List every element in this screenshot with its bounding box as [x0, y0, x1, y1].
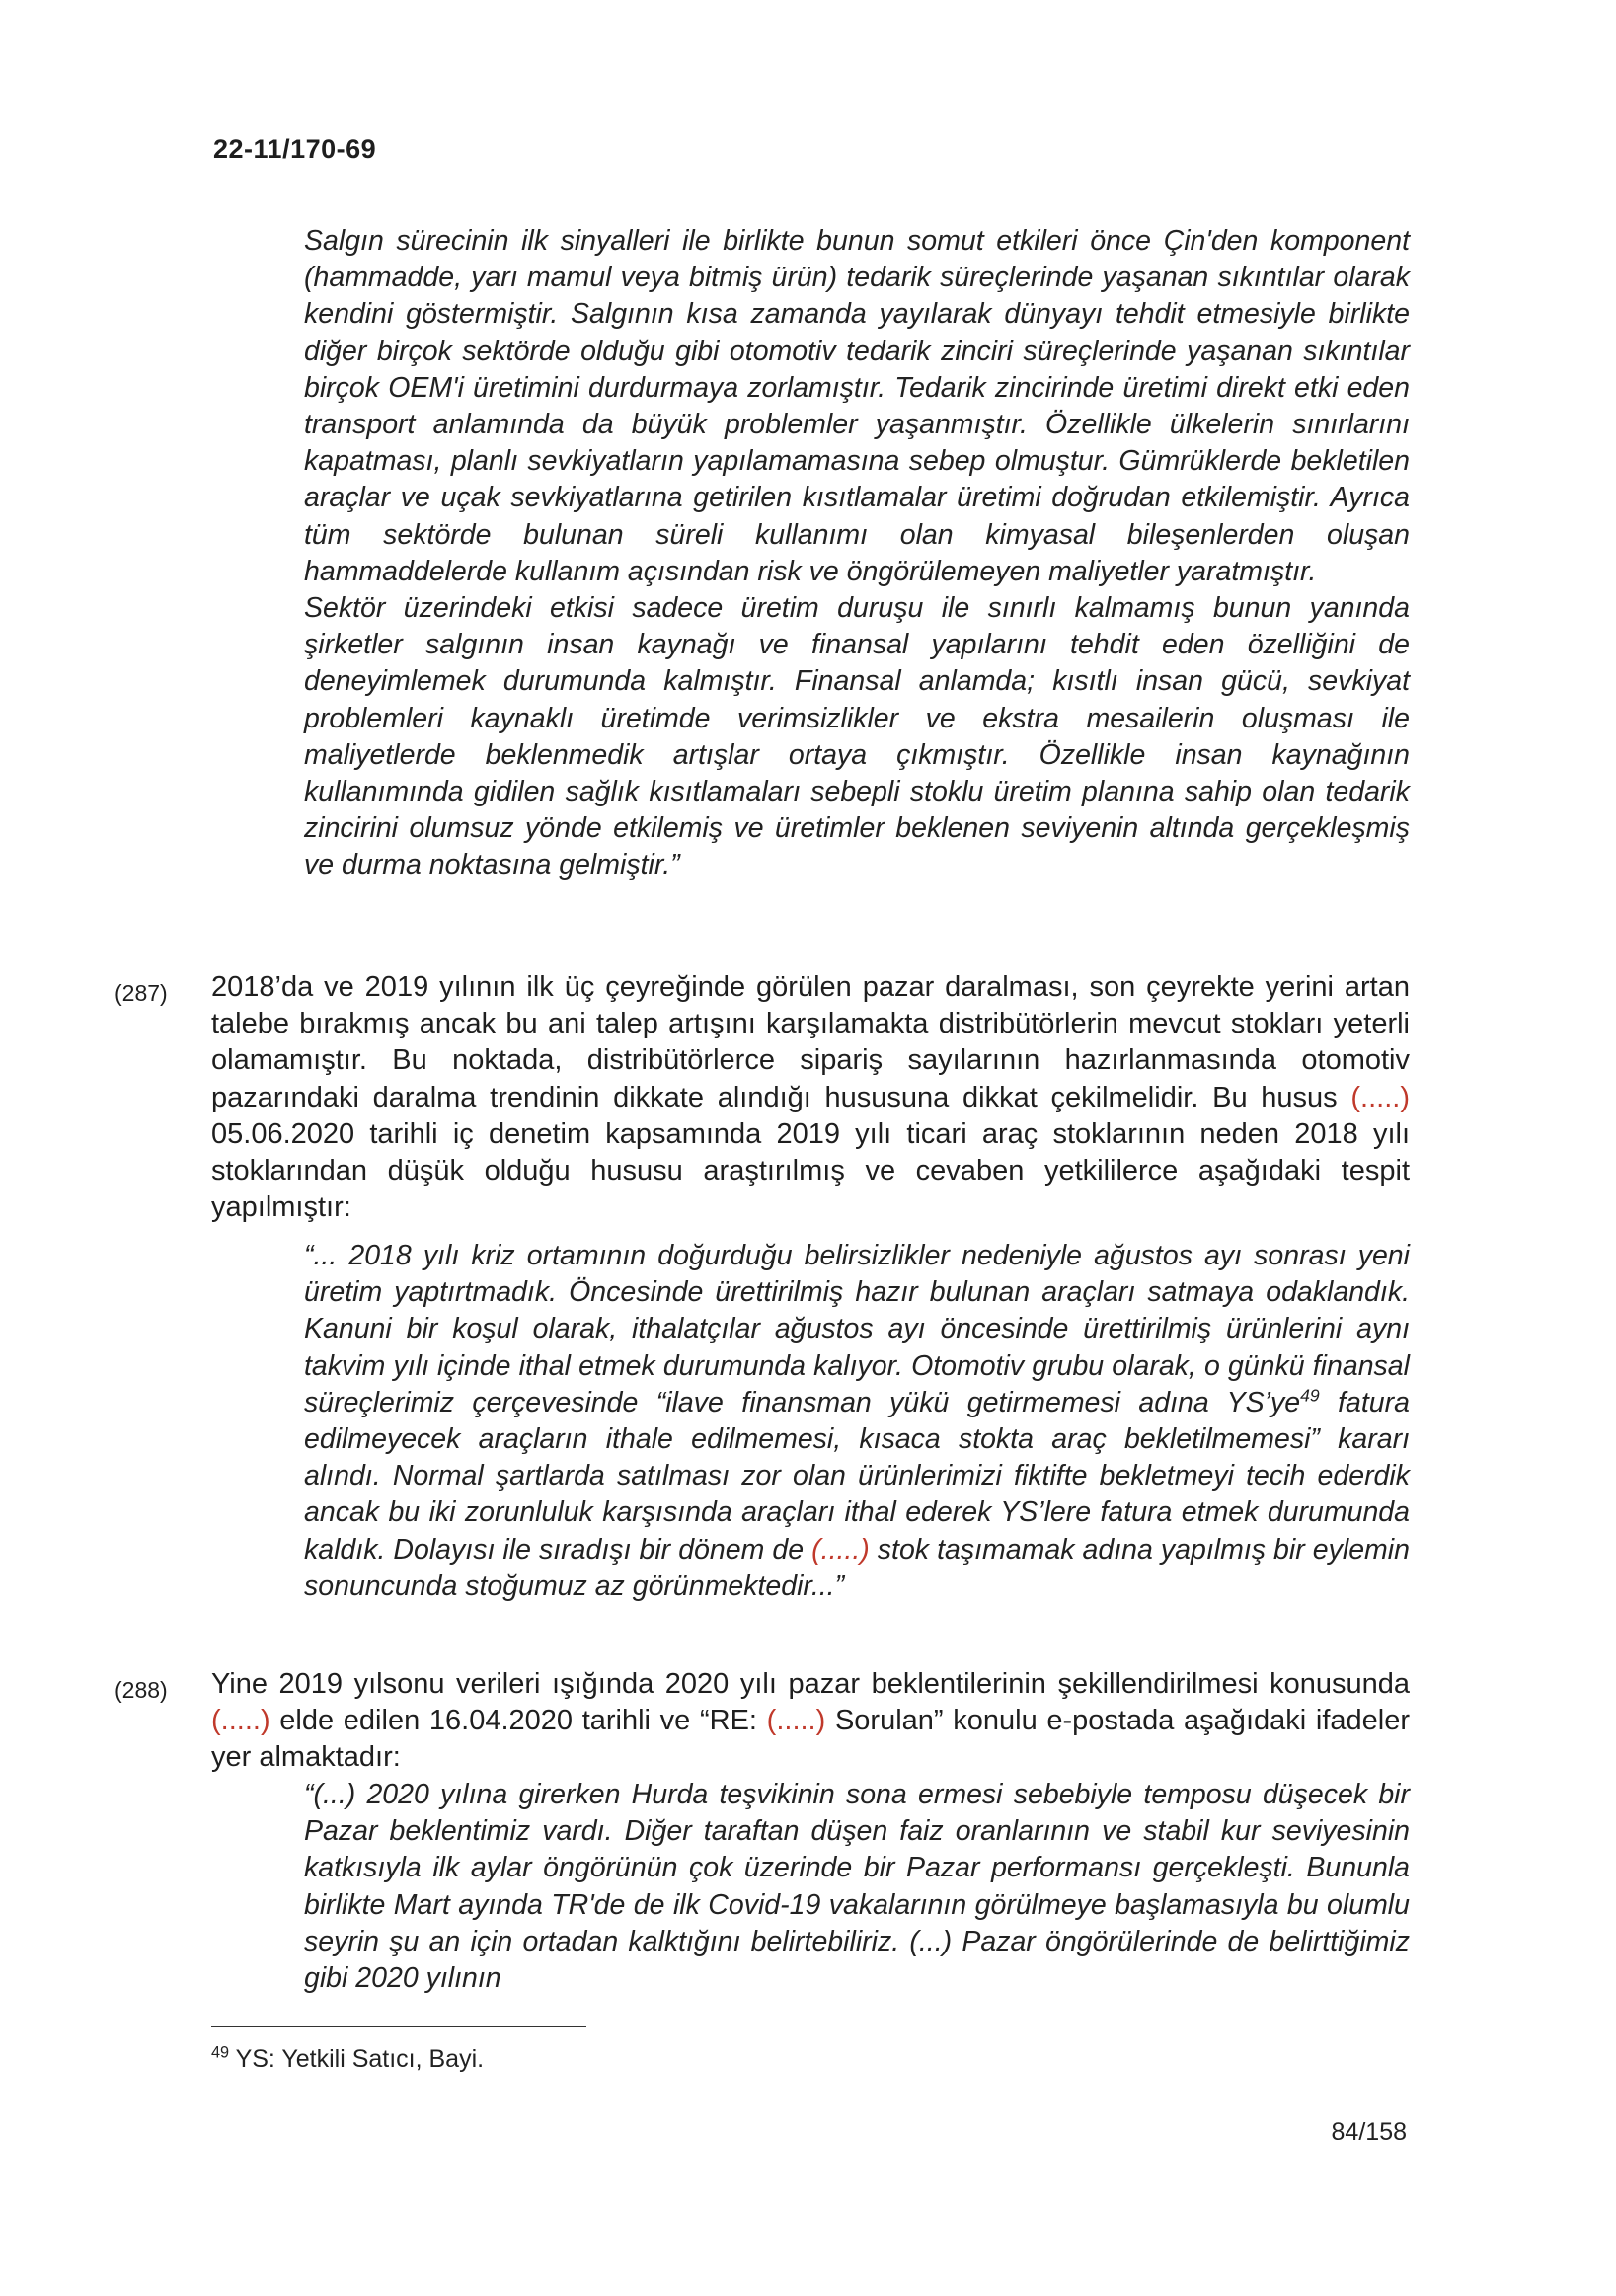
paragraph-body [211, 969, 1410, 1226]
quote-text: “... 2018 yılı kriz ortamının doğurduğu belirsizlikler nedeniyle ağustos ayı sonrası yeni üretim yaptırtmadık. Öncesinde ürettirilmiş hazır bulunan araçları satmaya odaklandık. Kanuni bir koşul olarak, ithalatçılar ağustos ayı öncesinde ürettirilmiş ürünlerini aynı takvim yılı içinde ithal etmek durumunda kalıyor. Otomotiv grubu olarak, o günkü finansal süreçlerimiz çerçevesinde “ilave finansman yükü getirmemesi adına YS’ye [304, 1240, 1410, 1418]
footnote-text: YS: Yetkili Satıcı, Bayi. [229, 2045, 485, 2073]
footnote [211, 2045, 484, 2074]
paragraph-text: 05.06.2020 tarihli iç denetim kapsamında 2019 yılı ticari araç stoklarının neden 2018 yılı stoklarından düşük olduğu hususu araştırılmış ve cevaben yetkililerce aşağıdaki tespit yapılmıştır: [211, 1117, 1410, 1224]
quote-paragraph [304, 1238, 1410, 1605]
footnote-divider [211, 2026, 586, 2027]
quote-paragraph: Sektör üzerindeki etkisi sadece üretim duruşu ile sınırlı kalmamış bunun yanında şirketler salgının insan kaynağı ve finansal yapılarını tehdit eden özelliğini de deneyimlemek durumunda kalmıştır. Finansal anlamda; kısıtlı insan gücü, sevkiyat problemleri kaynaklı üretimde verimsizlikler ve ekstra mesailerin oluşması ile maliyetlerde beklenmedik artışlar ortaya çıkmıştır. Özellikle insan kaynağının kullanımında gidilen sağlık kısıtlamaları sebepli stoklu üretim planına sahip olan tedarik zincirini olumsuz yönde etkilemiş ve üretimler beklenen seviyenin altında gerçekleşmiş ve durma noktasına gelmiştir.” [304, 592, 1410, 881]
quote-block-2 [304, 1238, 1410, 1605]
quote-text: stok taşımamak adına yapılmış bir eylemin sonuncunda stoğumuz az görünmektedir...” [304, 1533, 1410, 1602]
quote-text: fatura edilmeyecek araçların ithale edilmemesi, kısaca stokta araç bekletilmemesi” kararı alındı. Normal şartlarda satılması zor olan ürünlerimizi fiktifte bekletmeyi tecih ederdik ancak bu iki zorunluluk karşısında araçları ithal ederek YS’lere fatura etmek durumunda kaldık. Dolayısı ile sıradışı bir dönem de [304, 1386, 1410, 1566]
footnote-reference[interactable]: 49 [1300, 1385, 1320, 1406]
paragraph-number: (287) [115, 980, 168, 1006]
redaction-marker: (.....) [766, 1705, 826, 1737]
redaction-marker: (.....) [811, 1533, 870, 1566]
paragraph-body [211, 1666, 1410, 1777]
quote-block-3 [304, 1777, 1410, 1997]
redaction-marker: (.....) [1350, 1081, 1410, 1113]
paragraph-text: elde edilen 16.04.2020 tarihli ve “RE: [269, 1705, 767, 1737]
quote-block-1 [304, 223, 1410, 884]
document-id: 22-11/170-69 [213, 134, 377, 164]
page-number: 84/158 [1331, 2118, 1407, 2146]
redaction-marker: (.....) [211, 1705, 270, 1737]
paragraph-288 [115, 1666, 1410, 1777]
quote-paragraph: “(...) 2020 yılına girerken Hurda teşvikinin sona ermesi sebebiyle temposu düşecek bir Pazar beklentimiz vardı. Diğer taraftan düşen faiz oranlarının ve stabil kur seviyesinin katkısıyla ilk aylar öngörünün çok üzerinde bir Pazar performansı gerçekleşti. Bununla birlikte Mart ayında TR'de de ilk Covid-19 vakalarının görülmeye başlamasıyla bu olumlu seyrin şu an için ortadan kalktığını belirtebiliriz. (...) Pazar öngörülerinde de belirttiğimiz gibi 2020 yılının [304, 1779, 1410, 1995]
paragraph-text: Yine 2019 yılsonu verileri ışığında 2020 yılı pazar beklentilerinin şekillendirilmesi konusunda [211, 1668, 1410, 1700]
quote-paragraph: Salgın sürecinin ilk sinyalleri ile birlikte bunun somut etkileri önce Çin'den komponent (hammadde, yarı mamul veya bitmiş ürün) tedarik süreçlerinde yaşanan sıkıntılar olarak kendini göstermiştir. Salgının kısa zamanda yayılarak dünyayı tehdit etmesiyle birlikte diğer birçok sektörde olduğu gibi otomotiv tedarik zinciri süreçlerinde yaşanan sıkıntılar birçok OEM'i üretimini durdurmaya zorlamıştır. Tedarik zincirinde üretimi direkt etki eden transport anlamında da büyük problemler yaşanmıştır. Özellikle ülkelerin sınırlarını kapatması, planlı sevkiyatların yapılamamasına sebep olmuştur. Gümrüklerde bekletilen araçlar ve uçak sevkiyatlarına getirilen kısıtlamalar üretimi doğrudan etkilemiştir. Ayrıca tüm sektörde bulunan süreli kullanımı olan kimyasal bileşenlerden oluşan hammaddelerde kullanım açısından risk ve öngörülemeyen maliyetler yaratmıştır. [304, 225, 1410, 587]
paragraph-number: (288) [115, 1677, 168, 1703]
footnote-number: 49 [211, 2043, 230, 2062]
paragraph-287 [115, 969, 1410, 1226]
paragraph-text: Sorulan” konulu e-postada aşağıdaki ifadeler yer almaktadır: [211, 1705, 1410, 1774]
paragraph-text: 2018’da ve 2019 yılının ilk üç çeyreğinde görülen pazar daralması, son çeyrekte yerini artan talebe bırakmış ancak bu ani talep artışını karşılamakta distribütörlerin mevcut stokları yeterli olamamıştır. Bu noktada, distribütörlerce sipariş sayılarının hazırlanmasında otomotiv pazarındaki daralma trendinin dikkate alındığı hususuna dikkat çekilmelidir. Bu husus [211, 971, 1410, 1113]
